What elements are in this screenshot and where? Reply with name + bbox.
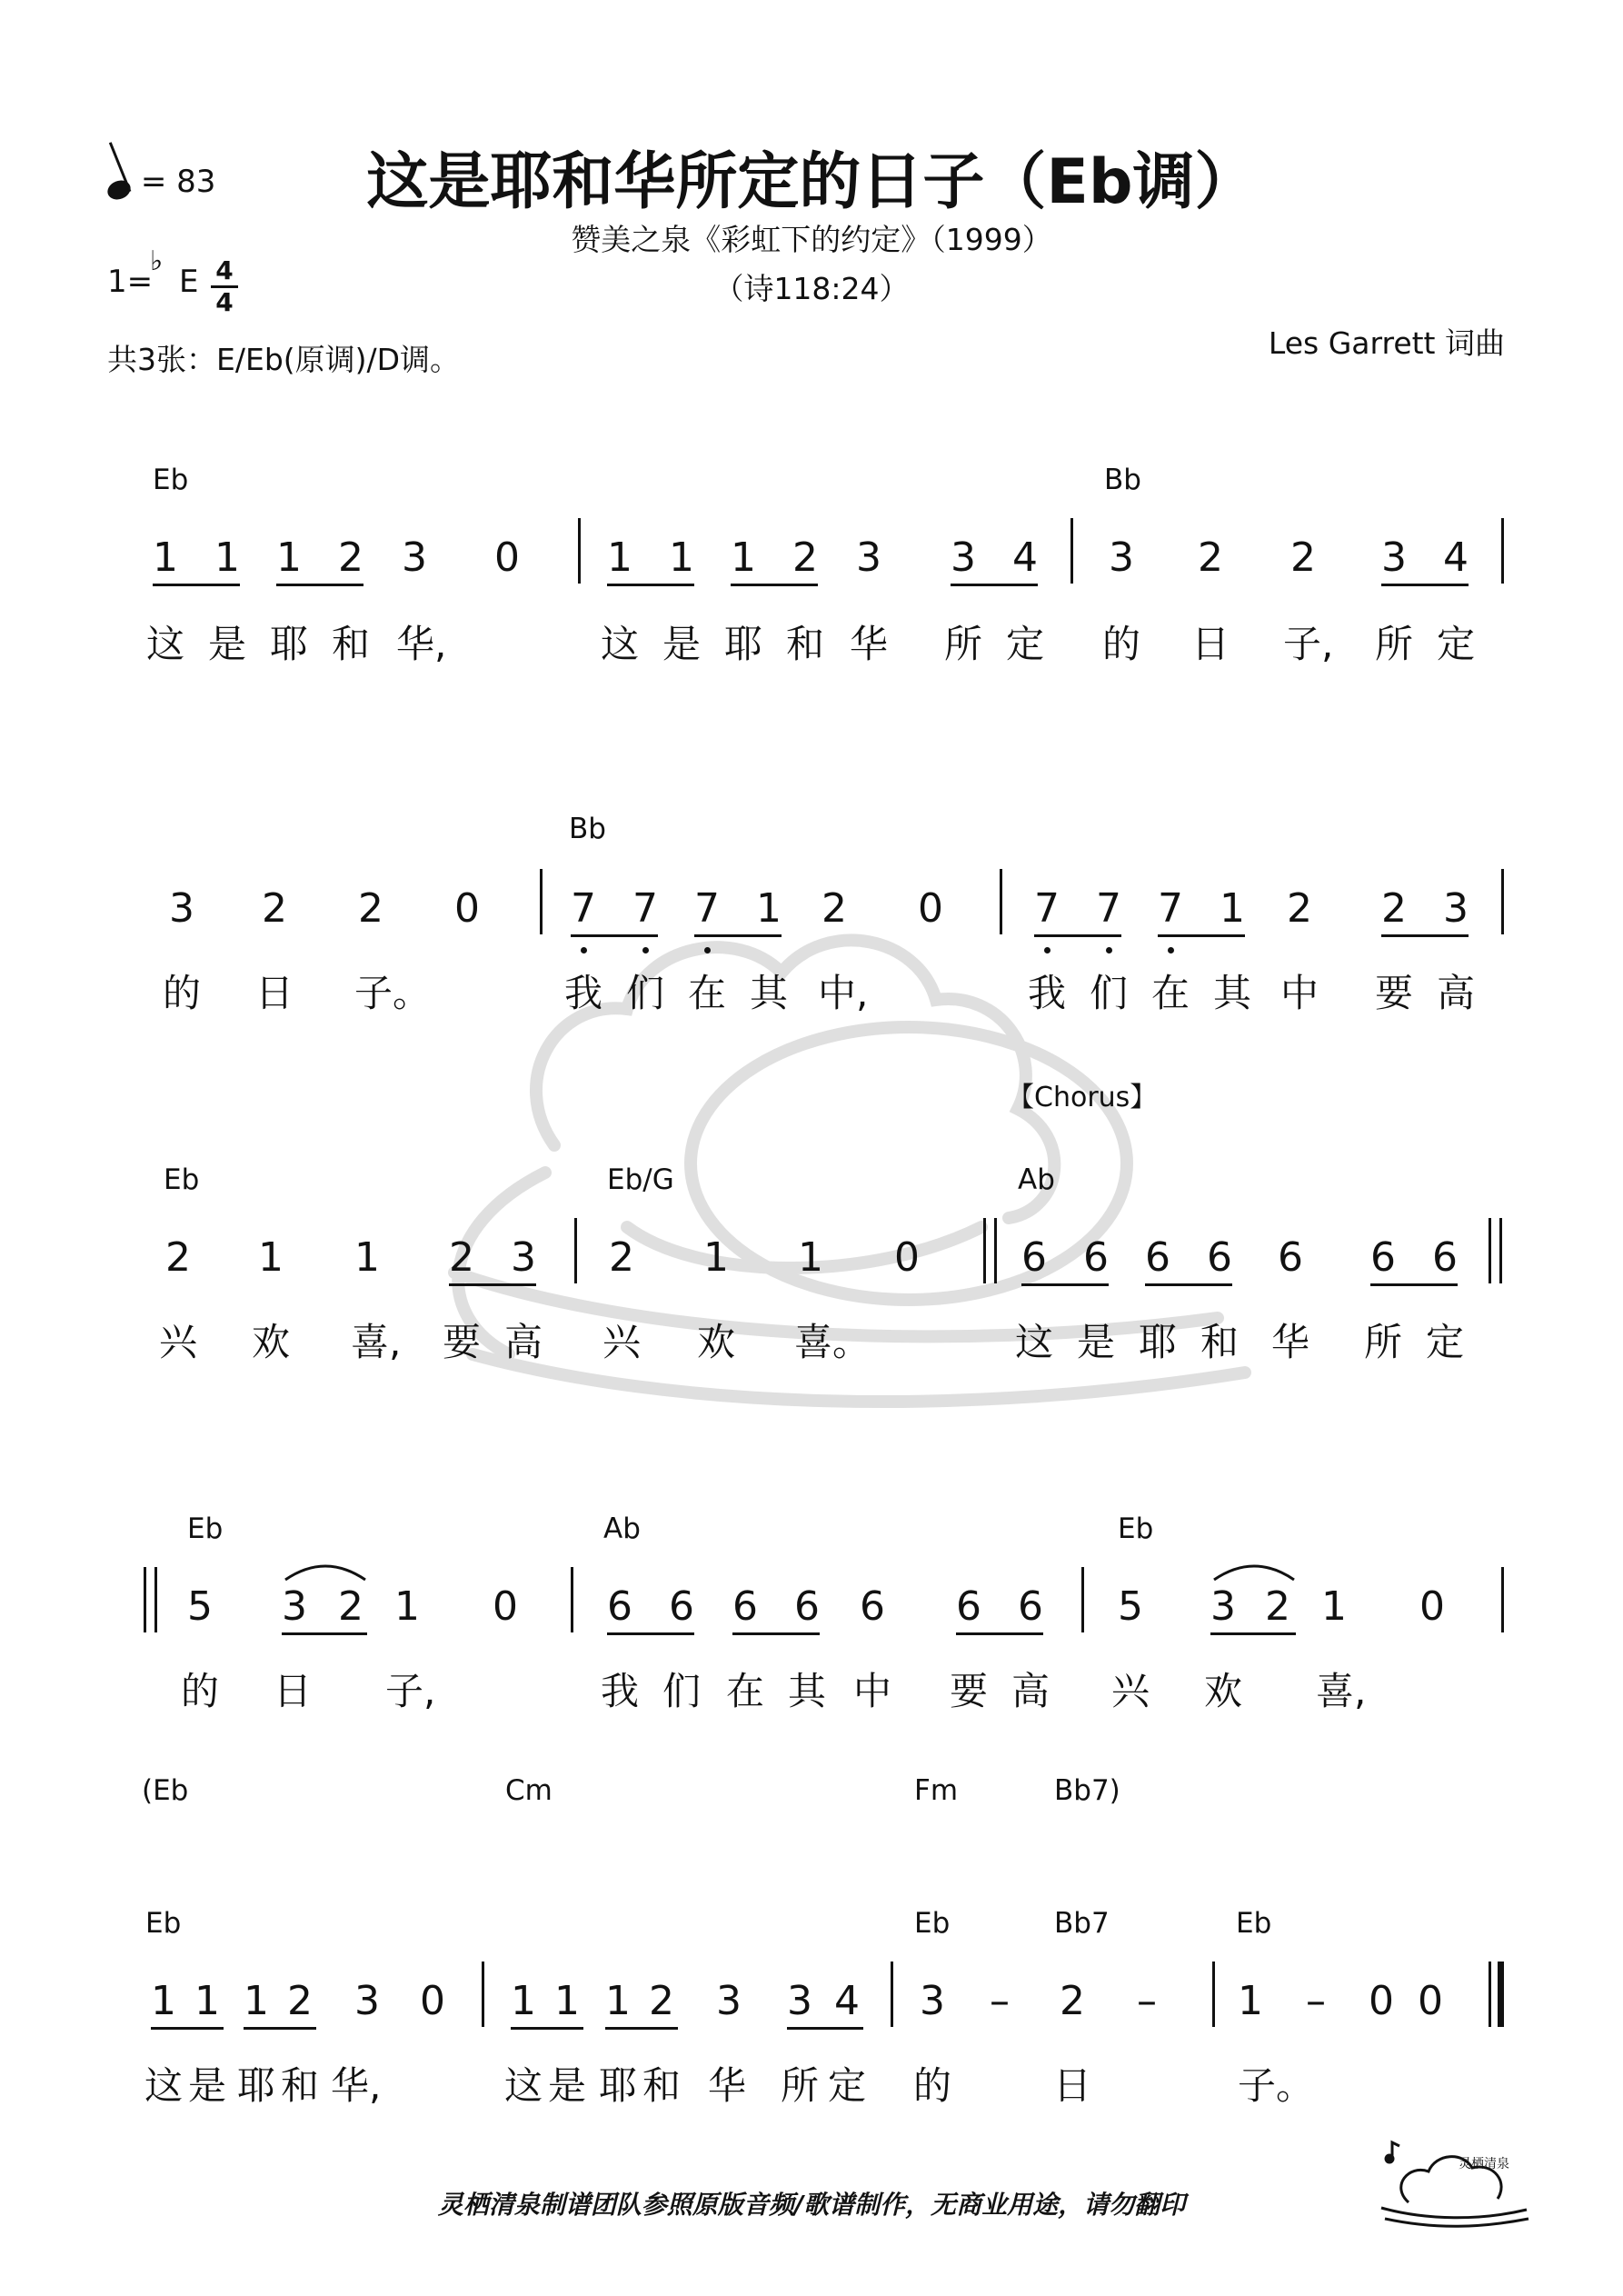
note: 3 [787,1978,812,2024]
sheep-logo-icon [1372,2131,1536,2231]
note: 2 [287,1978,313,2024]
barline [1489,1218,1491,1283]
note: 0 [454,885,480,932]
lyric: 是 [662,622,701,666]
note: 3 [354,1978,380,2024]
alt-chord: Bb7) [1054,1774,1120,1807]
beam-underline [951,584,1038,586]
lyric: 的 [180,1669,219,1713]
note: 0 [1369,1978,1394,2024]
note: 2 [1287,885,1312,932]
beam-underline [244,2027,316,2030]
note: 1 [151,1978,176,2024]
lyric: 其 [787,1669,826,1713]
beam-underline [1370,1283,1458,1286]
lyric: 耶 [598,2063,637,2108]
note: 2 [1060,1978,1085,2024]
note: – [1137,1978,1157,2024]
note: 1 [354,1234,380,1281]
chord: Eb [153,464,189,496]
lyric: 和 [331,622,370,666]
note: 2 [449,1234,474,1281]
note: 7 [1096,885,1121,932]
note: 0 [493,1583,518,1630]
barline [1501,869,1504,934]
lyric: 所 [780,2063,819,2108]
note: 1 [511,1978,536,2024]
note: 6 [1370,1234,1396,1281]
beam-underline [276,584,363,586]
barline [1501,518,1504,584]
barline [1000,869,1002,934]
barline [1499,1218,1502,1283]
lyric: 中, [818,971,869,1015]
chord: Eb [164,1163,200,1196]
footer-note: 灵栖清泉制谱团队参照原版音频/歌谱制作，无商业用途，请勿翻印 [437,2190,1186,2220]
note: 1 [214,534,240,581]
lyric: 子。 [354,971,432,1015]
note: 1 [194,1978,220,2024]
note: 6 [1021,1234,1047,1281]
lyric: 欢 [1203,1669,1242,1713]
chord: Bb [1104,464,1141,496]
lyric: 这 [144,2063,183,2108]
note: 3 [951,534,976,581]
note: 1 [607,534,632,581]
note: 1 [1238,1978,1263,2024]
note: 2 [821,885,847,932]
lyric: 和 [280,2063,319,2108]
beam-underline [151,2027,224,2030]
lyric: 所 [1363,1320,1402,1364]
note: 1 [1321,1583,1347,1630]
note: 1 [798,1234,823,1281]
lyric: 其 [1212,971,1251,1015]
chord: Ab [1018,1163,1055,1196]
note: 1 [756,885,782,932]
note: 1 [153,534,178,581]
barline [571,1567,573,1632]
page-title: 这是耶和华所定的日子（Eb调） [366,146,1257,218]
beam-underline [153,584,240,586]
beam-underline [1381,934,1469,937]
lyric: 定 [1005,622,1044,666]
lyric: 在 [725,1669,764,1713]
barline [574,1218,577,1283]
lyric: 华 [1270,1320,1309,1364]
lyric: 所 [943,622,982,666]
beam-underline [605,2027,678,2030]
lyric: 耶 [236,2063,275,2108]
note: 3 [920,1978,945,2024]
note: 3 [402,534,427,581]
lyric: 我 [563,971,602,1015]
note: 0 [1419,1583,1445,1630]
lyric: 华, [331,2063,382,2108]
beam-underline [1145,1283,1232,1286]
note: 4 [1012,534,1038,581]
alt-chord: Fm [914,1774,959,1807]
alt-chord: Cm [505,1774,553,1807]
lyric: 喜, [351,1320,402,1364]
lyric: 日 [1052,2063,1091,2108]
lyric: 是 [1076,1320,1115,1364]
lower-octave-dot [642,947,649,953]
note: 1 [731,534,756,581]
lyric: 这 [600,622,639,666]
lyric: 我 [600,1669,639,1713]
lyric: 耶 [723,622,762,666]
note: 2 [1381,885,1407,932]
lyric: 中 [852,1669,891,1713]
lower-octave-dot [704,947,711,953]
lyric: 和 [642,2063,681,2108]
note: 0 [894,1234,920,1281]
note: 6 [732,1583,758,1630]
lyric: 兴 [1110,1669,1150,1713]
lyric: 华 [849,622,888,666]
note: 2 [358,885,383,932]
lyric: 日 [254,971,294,1015]
beam-underline [1034,934,1121,937]
lyric: 们 [625,971,664,1015]
note: 7 [1034,885,1060,932]
note: 3 [282,1583,307,1630]
barline [1212,1962,1215,2027]
lower-octave-dot [1106,947,1112,953]
note: 7 [1158,885,1183,932]
chord: Eb [1236,1907,1272,1940]
lyric: 这 [1014,1320,1053,1364]
note: 1 [394,1583,420,1630]
lyric: 日 [273,1669,312,1713]
note: 2 [792,534,818,581]
note: 5 [1118,1583,1143,1630]
beam-underline [731,584,818,586]
note: 7 [632,885,658,932]
tempo-value: = 83 [140,164,216,200]
chord: Eb [187,1512,224,1545]
note: 6 [1083,1234,1109,1281]
note: 1 [703,1234,729,1281]
lyric: 欢 [696,1320,735,1364]
key-prefix: 1= [107,264,154,300]
note: 2 [165,1234,191,1281]
note: 6 [860,1583,885,1630]
note: 2 [1265,1583,1290,1630]
lyric: 定 [1425,1320,1464,1364]
barline [144,1567,146,1632]
lyric: 欢 [251,1320,290,1364]
barline [891,1962,893,2027]
lyric: 高 [1011,1669,1050,1713]
note: 2 [649,1978,674,2024]
barline [994,1218,997,1283]
beam-underline [694,934,782,937]
chord: Eb/G [607,1163,674,1196]
note: 6 [1145,1234,1170,1281]
versions-note: 共3张：E/Eb(原调)/D调。 [107,342,461,377]
final-barline-thick [1498,1962,1504,2027]
lyric: 的 [912,2063,951,2108]
chord: Eb [1118,1512,1154,1545]
note: 2 [1198,534,1223,581]
lyric: 子。 [1238,2063,1315,2108]
slur-icon [1209,1556,1299,1583]
lyric: 兴 [158,1320,197,1364]
note: 6 [1018,1583,1043,1630]
lyric: 们 [662,1669,701,1713]
time-bottom: 4 [215,287,234,317]
beam-underline [282,1632,367,1635]
slur-icon [280,1556,371,1583]
lyric: 定 [827,2063,866,2108]
scripture-reference: （诗118:24） [713,271,910,306]
lyric: 是 [187,2063,226,2108]
barline [1501,1567,1504,1632]
chord: Bb [569,813,606,845]
lyric: 和 [785,622,824,666]
lyric: 所 [1374,622,1413,666]
note: 2 [338,1583,363,1630]
note: 6 [1278,1234,1303,1281]
chorus-label: 【Chorus】 [1007,1082,1158,1113]
barline [1081,1567,1084,1632]
lyric: 这 [145,622,184,666]
note: 1 [605,1978,631,2024]
note: 3 [1109,534,1134,581]
note: 0 [420,1978,445,2024]
beam-underline [571,934,658,937]
lyric: 兴 [602,1320,641,1364]
lyric: 高 [503,1320,543,1364]
flat-symbol: ♭ [150,245,164,277]
beam-underline [1021,1283,1109,1286]
lyric: 高 [1436,971,1475,1015]
barline [154,1567,157,1632]
lyric: 耶 [1138,1320,1177,1364]
lyric: 我 [1027,971,1066,1015]
barline [983,1218,986,1283]
album-subtitle: 赞美之泉《彩虹下的约定》（1999） [571,222,1052,257]
note: 7 [694,885,720,932]
note: 2 [609,1234,634,1281]
note: 1 [258,1234,284,1281]
composer-credit: Les Garrett 词曲 [1268,325,1505,361]
time-top: 4 [215,255,234,285]
lyric: 们 [1089,971,1128,1015]
lyric: 要 [949,1669,988,1713]
note: 0 [918,885,943,932]
beam-underline [1210,1632,1296,1635]
note: – [1306,1978,1326,2024]
chord: Ab [603,1512,641,1545]
note: 4 [1443,534,1469,581]
note: 3 [1381,534,1407,581]
lyric: 的 [162,971,201,1015]
beam-underline [956,1632,1043,1635]
final-barline-thin [1489,1962,1491,2027]
lyric: 在 [1150,971,1190,1015]
note: 1 [276,534,302,581]
key-letter: E [178,264,199,300]
lyric: 其 [749,971,788,1015]
beam-underline [732,1632,820,1635]
lyric: 在 [687,971,726,1015]
note: 7 [571,885,596,932]
lyric: 华, [396,622,447,666]
note: 1 [1220,885,1245,932]
quarter-note-icon [105,177,134,203]
note: 3 [169,885,194,932]
beam-underline [787,2027,863,2030]
tempo-marking [107,164,215,200]
lower-octave-dot [1044,947,1050,953]
lyric: 和 [1200,1320,1239,1364]
beam-underline [607,1632,694,1635]
beam-underline [449,1283,536,1286]
chord: Eb [145,1907,182,1940]
note: 2 [338,534,363,581]
lyric: 日 [1190,622,1230,666]
lyric: 定 [1436,622,1475,666]
note: 6 [794,1583,820,1630]
note: 1 [669,534,694,581]
beam-underline [607,584,694,586]
barline [578,518,581,584]
lyric: 中 [1279,971,1319,1015]
chord: Bb7 [1054,1907,1110,1940]
lyric: 是 [547,2063,586,2108]
note: 4 [834,1978,860,2024]
beam-underline [1158,934,1245,937]
alt-chord: (Eb [142,1774,189,1807]
chord: Eb [914,1907,951,1940]
note: 6 [1432,1234,1458,1281]
note: 6 [956,1583,981,1630]
note: 5 [187,1583,213,1630]
logo-text: 灵栖清泉 [1459,2157,1509,2171]
time-signature [211,255,238,317]
lyric: 子, [1283,622,1334,666]
note: 3 [1210,1583,1236,1630]
note: 6 [607,1583,632,1630]
lyric: 要 [442,1320,481,1364]
note: 2 [262,885,287,932]
note: 2 [1290,534,1316,581]
lyric: 是 [207,622,246,666]
beam-underline [1381,584,1469,586]
note: 3 [716,1978,742,2024]
barline [1070,518,1073,584]
note: 3 [1443,885,1469,932]
note: 3 [856,534,881,581]
note: 6 [1207,1234,1232,1281]
lyric: 要 [1374,971,1413,1015]
lower-octave-dot [581,947,587,953]
lyric: 子, [385,1669,436,1713]
note: 0 [494,534,520,581]
beam-underline [511,2027,583,2030]
lyric: 喜。 [794,1320,871,1364]
note: 3 [511,1234,536,1281]
note: – [990,1978,1010,2024]
lyric: 耶 [269,622,308,666]
lyric: 喜, [1316,1669,1367,1713]
lyric: 这 [503,2063,543,2108]
barline [482,1962,484,2027]
note: 1 [244,1978,269,2024]
note: 1 [554,1978,580,2024]
barline [540,869,543,934]
lyric: 华 [707,2063,746,2108]
note: 0 [1418,1978,1443,2024]
lyric: 的 [1101,622,1140,666]
lower-octave-dot [1168,947,1174,953]
note: 6 [669,1583,694,1630]
